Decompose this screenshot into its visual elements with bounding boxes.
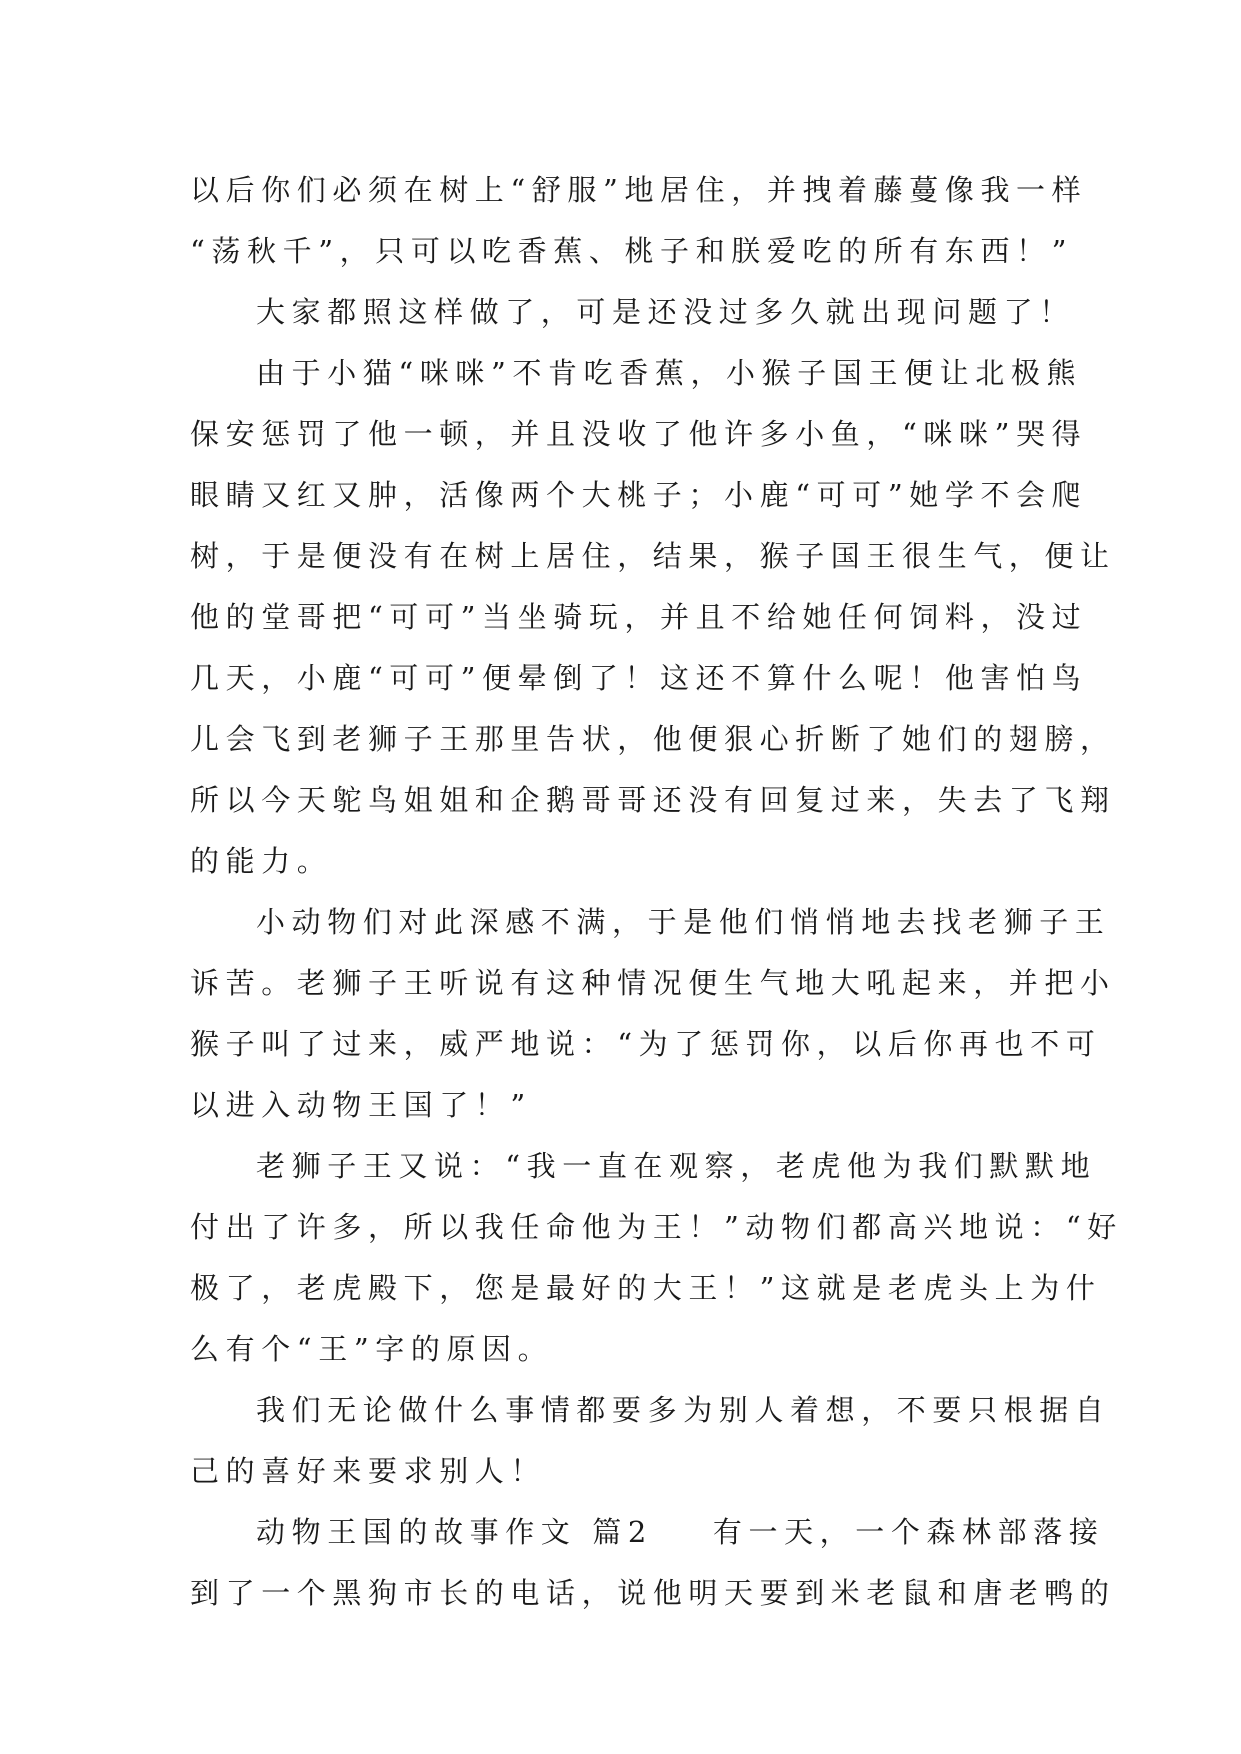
text-line: 到了一个黑狗市长的电话，说他明天要到米老鼠和唐老鸭的	[190, 1576, 1116, 1610]
text-line: 小动物们对此深感不满，于是他们悄悄地去找老狮子王	[256, 905, 1111, 939]
text-line: 诉苦。老狮子王听说有这种情况便生气地大吼起来，并把小	[190, 966, 1116, 1000]
article-body	[190, 160, 1123, 1624]
text-line: 付出了许多，所以我任命他为王！”动物们都高兴地说：“好	[190, 1210, 1123, 1244]
text-line: 大家都照这样做了，可是还没过多久就出现问题了！	[256, 295, 1075, 329]
section-title: 动物王国的故事作文 篇2	[256, 1515, 653, 1549]
text-line: 老狮子王又说：“我一直在观察，老虎他为我们默默地	[256, 1149, 1097, 1183]
text-line: 以后你们必须在树上“舒服”地居住，并拽着藤蔓像我一样	[190, 173, 1088, 207]
section-heading-line	[190, 1502, 1105, 1563]
text-line: 他的堂哥把“可可”当坐骑玩，并且不给她任何饲料，没过	[190, 600, 1088, 634]
text-line: 的能力。	[190, 844, 333, 878]
text-line: 以进入动物王国了！”	[190, 1088, 532, 1122]
text-line: 保安惩罚了他一顿，并且没收了他许多小鱼，“咪咪”哭得	[190, 417, 1088, 451]
text-line: 么有个“王”字的原因。	[190, 1332, 554, 1366]
text-line: 由于小猫“咪咪”不肯吃香蕉，小猴子国王便让北极熊	[256, 356, 1083, 390]
text-line: 我们无论做什么事情都要多为别人着想，不要只根据自	[256, 1393, 1111, 1427]
text-line: 眼睛又红又肿，活像两个大桃子；小鹿“可可”她学不会爬	[190, 478, 1088, 512]
text-line: 几天，小鹿“可可”便晕倒了！这还不算什么呢！他害怕鸟	[190, 661, 1088, 695]
text-line: 所以今天鸵鸟姐姐和企鹅哥哥还没有回复过来，失去了飞翔	[190, 783, 1116, 817]
text-line: “荡秋千”，只可以吃香蕉、桃子和朕爱吃的所有东西！”	[190, 234, 1074, 268]
text-line: 己的喜好来要求别人！	[190, 1454, 547, 1488]
section-opening-text: 有一天，一个森林部落接	[712, 1515, 1105, 1549]
text-line: 儿会飞到老狮子王那里告状，他便狠心折断了她们的翅膀，	[190, 722, 1116, 756]
text-line: 极了，老虎殿下，您是最好的大王！”这就是老虎头上为什	[190, 1271, 1102, 1305]
text-line: 猴子叫了过来，威严地说：“为了惩罚你，以后你再也不可	[190, 1027, 1102, 1061]
text-line: 树，于是便没有在树上居住，结果，猴子国王很生气，便让	[190, 539, 1116, 573]
